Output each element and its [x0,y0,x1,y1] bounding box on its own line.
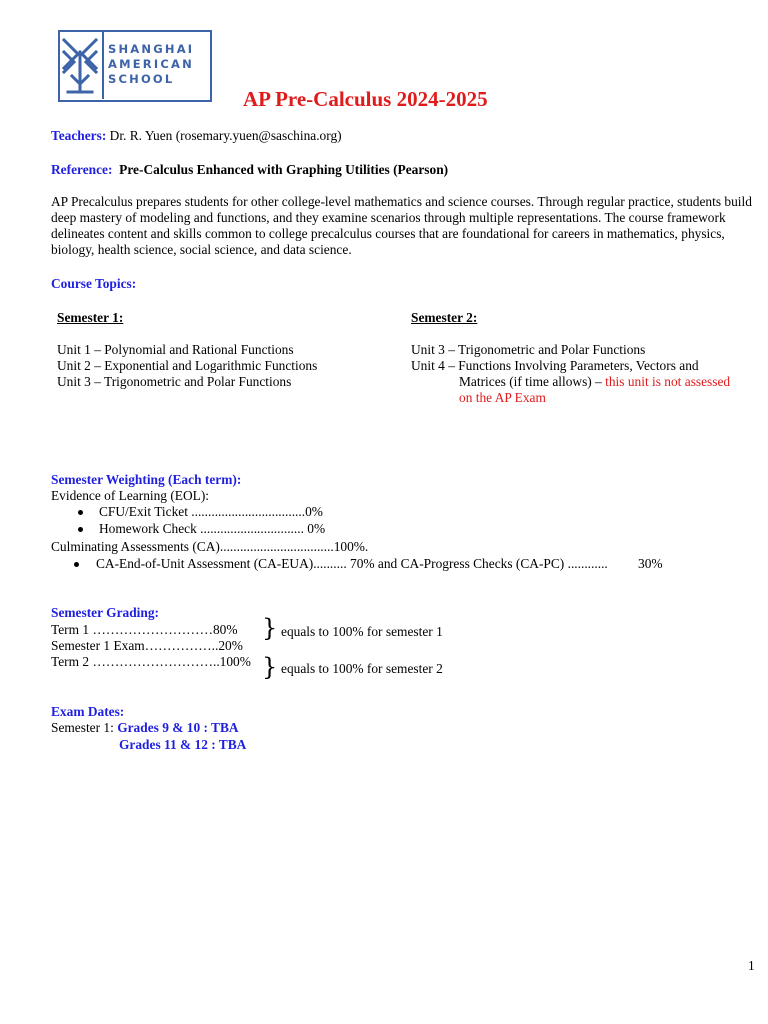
reference-label: Reference: [51,162,113,177]
grading-term2: Term 2 ………………………..100% [51,654,251,669]
page-number: 1 [748,958,755,973]
logo-wordmark [108,42,194,87]
unit4-note-part2: on the AP Exam [459,390,546,405]
ca-item: CA-End-of-Unit Assessment (CA-EUA).......... 70% and CA-Progress Checks (CA-PC) ............ [96,556,608,571]
reference-value: Pre-Calculus Enhanced with Graphing Utilities (Pearson) [119,162,449,177]
course-description: AP Precalculus prepares students for other college-level mathematics and science courses. Through regular practice, students build deep mastery of modeling and functions, and they examine scenarios through multiple representations. The course framework delineates content and skills common to college precalculus courses that are foundational for careers in mathematics, physics, biology, health science, social science, and data science. [51,194,752,257]
bullet-icon [78,527,83,532]
semester1-unit2: Unit 2 – Exponential and Logarithmic Functions [57,358,318,373]
ca-label: Culminating Assessments (CA)..................................100%. [51,539,369,554]
grading-term1: Term 1 ………………………80% [51,622,238,637]
eagle-emblem-icon [60,32,104,99]
logo-line-3: SCHOOL [108,72,175,86]
unit4-line2-text: Matrices (if time allows) – [459,374,606,389]
exam-dates-heading: Exam Dates: [51,704,125,719]
course-topics-heading: Course Topics: [51,276,137,291]
brace-icon: } [262,653,278,681]
teachers-line [51,128,342,144]
bullet-icon [74,562,79,567]
eol-item-homework: Homework Check ............................... 0% [99,521,326,536]
page-title: AP Pre-Calculus 2024-2025 [243,87,488,111]
brace-icon: } [262,614,278,642]
exam-grades-11-12: Grades 11 & 12 : TBA [119,737,247,752]
eol-label: Evidence of Learning (EOL): [51,488,210,503]
eol-item-cfu: CFU/Exit Ticket ..................................0% [99,504,323,519]
semester1-heading: Semester 1: [57,310,124,325]
logo-line-2: AMERICAN [108,57,194,71]
grading-note-semester2: equals to 100% for semester 2 [281,661,443,676]
logo-line-1: SHANGHAI [108,42,195,56]
ca-item-value: 30% [638,556,663,571]
teachers-label: Teachers: [51,128,107,143]
exam-semester1-line [51,720,239,736]
bullet-icon [78,510,83,515]
semester1-unit1: Unit 1 – Polynomial and Rational Functions [57,342,294,357]
exam-semester-label: Semester 1: [51,720,118,735]
school-logo [58,30,212,102]
reference-line [51,162,448,178]
grading-exam: Semester 1 Exam……………..20% [51,638,243,653]
unit4-note-part1: this unit is not assessed [605,374,731,389]
semester2-unit4-line2 [459,374,730,390]
semester1-unit3: Unit 3 – Trigonometric and Polar Functions [57,374,292,389]
grading-heading: Semester Grading: [51,605,159,620]
teachers-value: Dr. R. Yuen (rosemary.yuen@saschina.org) [106,128,342,143]
semester2-heading: Semester 2: [411,310,478,325]
exam-grades-9-10: Grades 9 & 10 : TBA [117,720,239,735]
weighting-heading: Semester Weighting (Each term): [51,472,242,487]
semester2-unit3: Unit 3 – Trigonometric and Polar Functions [411,342,646,357]
semester2-unit4-line1: Unit 4 – Functions Involving Parameters, Vectors and [411,358,699,373]
grading-note-semester1: equals to 100% for semester 1 [281,624,443,639]
